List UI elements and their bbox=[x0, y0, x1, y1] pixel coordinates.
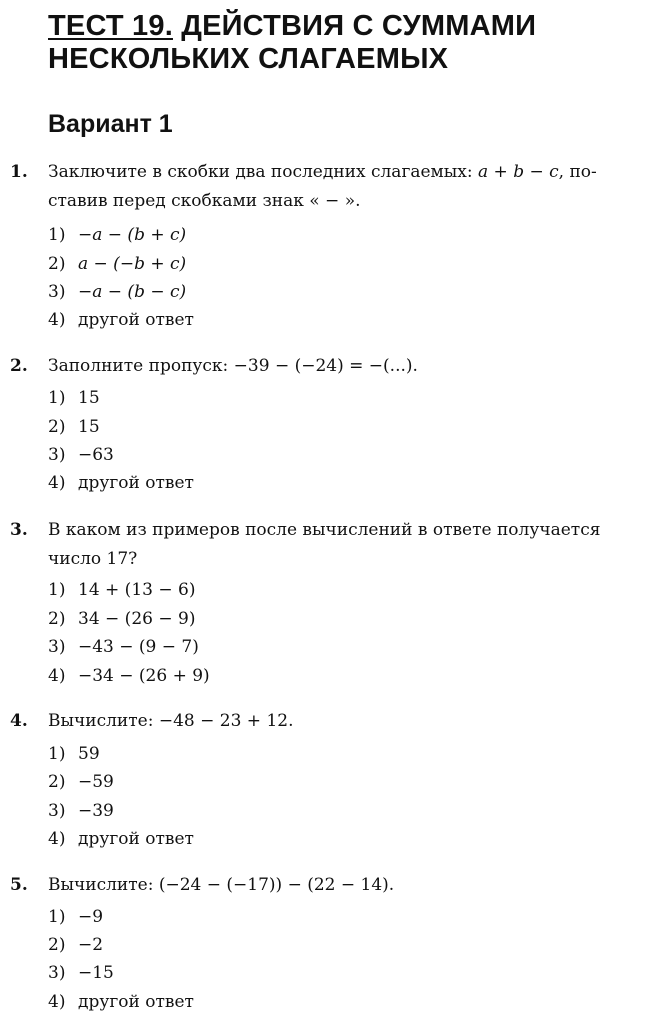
option-2 bbox=[48, 250, 186, 279]
option-2 bbox=[48, 413, 100, 442]
option-text: другой ответ bbox=[78, 992, 194, 1012]
option-text: другой ответ bbox=[78, 829, 194, 849]
option-number: 1) bbox=[48, 225, 66, 245]
option-text: 15 bbox=[78, 388, 100, 408]
option-text: −39 bbox=[78, 801, 114, 821]
question-text-line-1: В каком из примеров после вычислений в ответе получается bbox=[48, 520, 601, 540]
question-number: 5. bbox=[10, 875, 28, 895]
option-4 bbox=[48, 988, 194, 1017]
option-number: 3) bbox=[48, 445, 66, 465]
question-text-line-1: Заполните пропуск: −39 − (−24) = −(...). bbox=[48, 356, 418, 376]
option-number: 3) bbox=[48, 801, 66, 821]
title-line-2: НЕСКОЛЬКИХ СЛАГАЕМЫХ bbox=[48, 43, 449, 75]
option-text: другой ответ bbox=[78, 473, 194, 493]
option-3 bbox=[48, 441, 114, 470]
option-2 bbox=[48, 605, 195, 634]
question-number: 3. bbox=[10, 520, 28, 540]
option-number: 1) bbox=[48, 388, 66, 408]
option-number: 3) bbox=[48, 282, 66, 302]
option-number: 2) bbox=[48, 772, 66, 792]
option-text: a − (−b + c) bbox=[78, 254, 187, 274]
variant-heading: Вариант 1 bbox=[48, 110, 173, 138]
option-number: 4) bbox=[48, 473, 66, 493]
option-text: 34 − (26 − 9) bbox=[78, 609, 196, 629]
option-1 bbox=[48, 740, 100, 769]
option-3 bbox=[48, 633, 199, 662]
option-number: 4) bbox=[48, 992, 66, 1012]
option-number: 4) bbox=[48, 829, 66, 849]
option-1 bbox=[48, 903, 103, 932]
option-number: 4) bbox=[48, 666, 66, 686]
option-4 bbox=[48, 825, 194, 854]
option-number: 4) bbox=[48, 310, 66, 330]
option-4 bbox=[48, 469, 194, 498]
option-text: −63 bbox=[78, 445, 114, 465]
option-3 bbox=[48, 278, 186, 307]
option-text: −59 bbox=[78, 772, 114, 792]
page-title bbox=[48, 10, 648, 76]
question-expression: a + b − c bbox=[478, 162, 559, 182]
question-text-suffix: , по- bbox=[558, 162, 597, 182]
title-line-1 bbox=[48, 10, 648, 43]
option-text: другой ответ bbox=[78, 310, 194, 330]
option-4 bbox=[48, 662, 210, 691]
option-text: −a − (b + c) bbox=[78, 225, 187, 245]
option-text: −a − (b − c) bbox=[78, 282, 187, 302]
question-number: 1. bbox=[10, 162, 28, 182]
option-3 bbox=[48, 959, 114, 988]
option-text: −15 bbox=[78, 963, 114, 983]
question-text-line-2: ставив перед скобками знак « − ». bbox=[48, 191, 361, 211]
option-text: 14 + (13 − 6) bbox=[78, 580, 196, 600]
option-2 bbox=[48, 931, 103, 960]
option-text: −2 bbox=[78, 935, 104, 955]
option-number: 1) bbox=[48, 907, 66, 927]
option-2 bbox=[48, 768, 114, 797]
question-number: 2. bbox=[10, 356, 28, 376]
option-number: 1) bbox=[48, 580, 66, 600]
option-text: 15 bbox=[78, 417, 100, 437]
option-4 bbox=[48, 306, 194, 335]
question-text-line-1 bbox=[48, 158, 597, 187]
question-number: 4. bbox=[10, 711, 28, 731]
option-number: 3) bbox=[48, 963, 66, 983]
question-text-line-1: Вычислите: −48 − 23 + 12. bbox=[48, 711, 294, 731]
title-line-1-rest: ДЕЙСТВИЯ С СУММАМИ bbox=[172, 10, 537, 42]
option-number: 2) bbox=[48, 254, 66, 274]
option-text: −9 bbox=[78, 907, 104, 927]
option-number: 2) bbox=[48, 417, 66, 437]
option-number: 2) bbox=[48, 609, 66, 629]
question-text-prefix: Заключите в скобки два последних слагаемых: bbox=[48, 162, 479, 182]
option-number: 1) bbox=[48, 744, 66, 764]
question-text-line-2: число 17? bbox=[48, 549, 138, 569]
option-1 bbox=[48, 576, 195, 605]
option-1 bbox=[48, 221, 186, 250]
test-number: ТЕСТ 19. bbox=[48, 10, 173, 42]
option-3 bbox=[48, 797, 114, 826]
option-1 bbox=[48, 384, 100, 413]
option-number: 2) bbox=[48, 935, 66, 955]
question-text-line-1: Вычислите: (−24 − (−17)) − (22 − 14). bbox=[48, 875, 395, 895]
option-text: −43 − (9 − 7) bbox=[78, 637, 199, 657]
option-text: −34 − (26 + 9) bbox=[78, 666, 210, 686]
option-number: 3) bbox=[48, 637, 66, 657]
option-text: 59 bbox=[78, 744, 100, 764]
